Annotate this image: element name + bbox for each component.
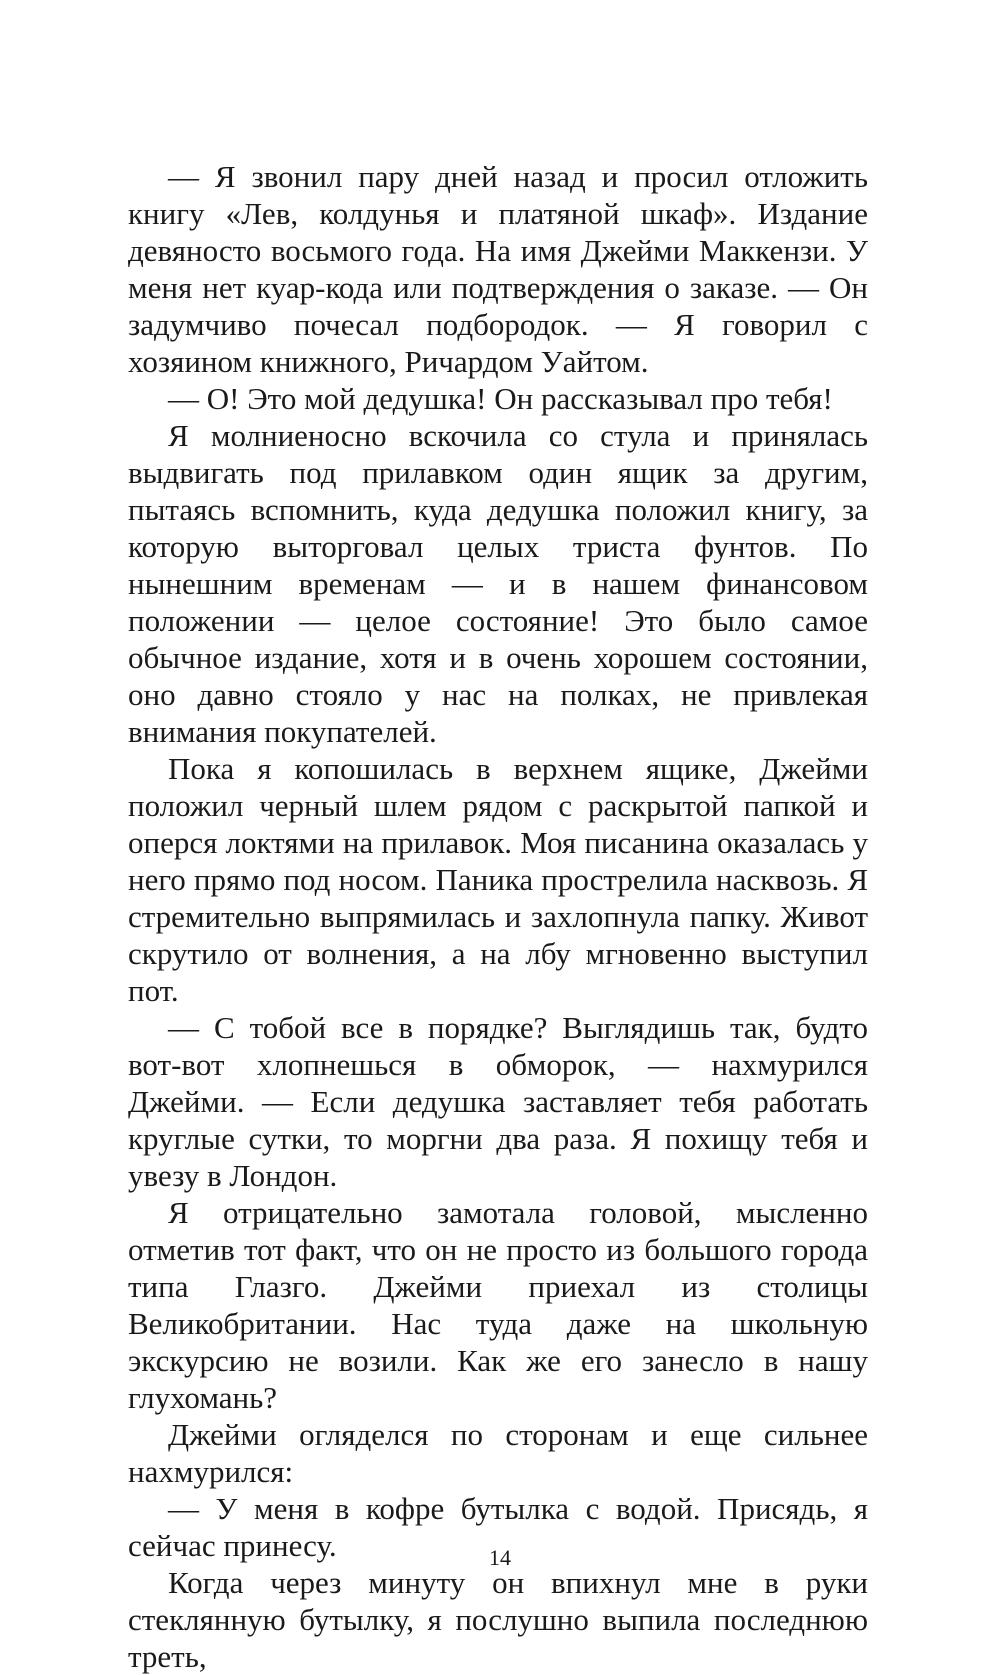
paragraph: Я молниеносно вскочила со стула и принялась выдвигать под прилавком один ящик за другим, пытаясь вспомнить, куда дедушка положил книгу, за которую выторговал целых триста фунтов. По нынешним временам — и в нашем финансовом положении — целое состояние! Это было самое обычное издание, хотя и в очень хорошем состоянии, оно давно стояло у нас на полках, не привлекая внимания покупателей. <box>128 418 868 749</box>
body-text <box>128 158 868 1675</box>
paragraph: Джейми огляделся по сторонам и еще сильнее нахмурился: <box>128 1417 868 1489</box>
paragraph: Когда через минуту он впихнул мне в руки стеклянную бутылку, я послушно выпила последнюю треть, <box>128 1565 868 1674</box>
paragraph: — С тобой все в порядке? Выглядишь так, будто вот-вот хлопнешься в обморок, — нахмурился Джейми. — Если дедушка заставляет тебя работать круглые сутки, то моргни два раза. Я похищу тебя и увезу в Лондон. <box>128 1010 868 1193</box>
paragraph: — У меня в кофре бутылка с водой. Присядь, я сейчас принесу. <box>128 1491 868 1563</box>
paragraph: — Я звонил пару дней назад и просил отложить книгу «Лев, колдунья и платяной шкаф». Издание девяносто восьмого года. На имя Джейми Маккензи. У меня нет куар-кода или подтверждения о заказе. — Он задумчиво почесал подбородок. — Я говорил с хозяином книжного, Ричардом Уайтом. <box>128 159 868 379</box>
paragraph: — О! Это мой дедушка! Он рассказывал про тебя! <box>168 381 833 416</box>
page-number: 14 <box>489 1545 511 1570</box>
paragraph: Я отрицательно замотала головой, мысленно отметив тот факт, что он не просто из большого города типа Глазго. Джейми приехал из столицы Великобритании. Нас туда даже на школьную экскурсию не возили. Как же его занесло в нашу глухомань? <box>128 1195 868 1415</box>
paragraph: Пока я копошилась в верхнем ящике, Джейми положил черный шлем рядом с раскрытой папкой и оперся локтями на прилавок. Моя писанина оказалась у него прямо под носом. Паника прострелила насквозь. Я стремительно выпрямилась и захлопнула папку. Живот скрутило от волнения, а на лбу мгновенно выступил пот. <box>128 751 868 1008</box>
